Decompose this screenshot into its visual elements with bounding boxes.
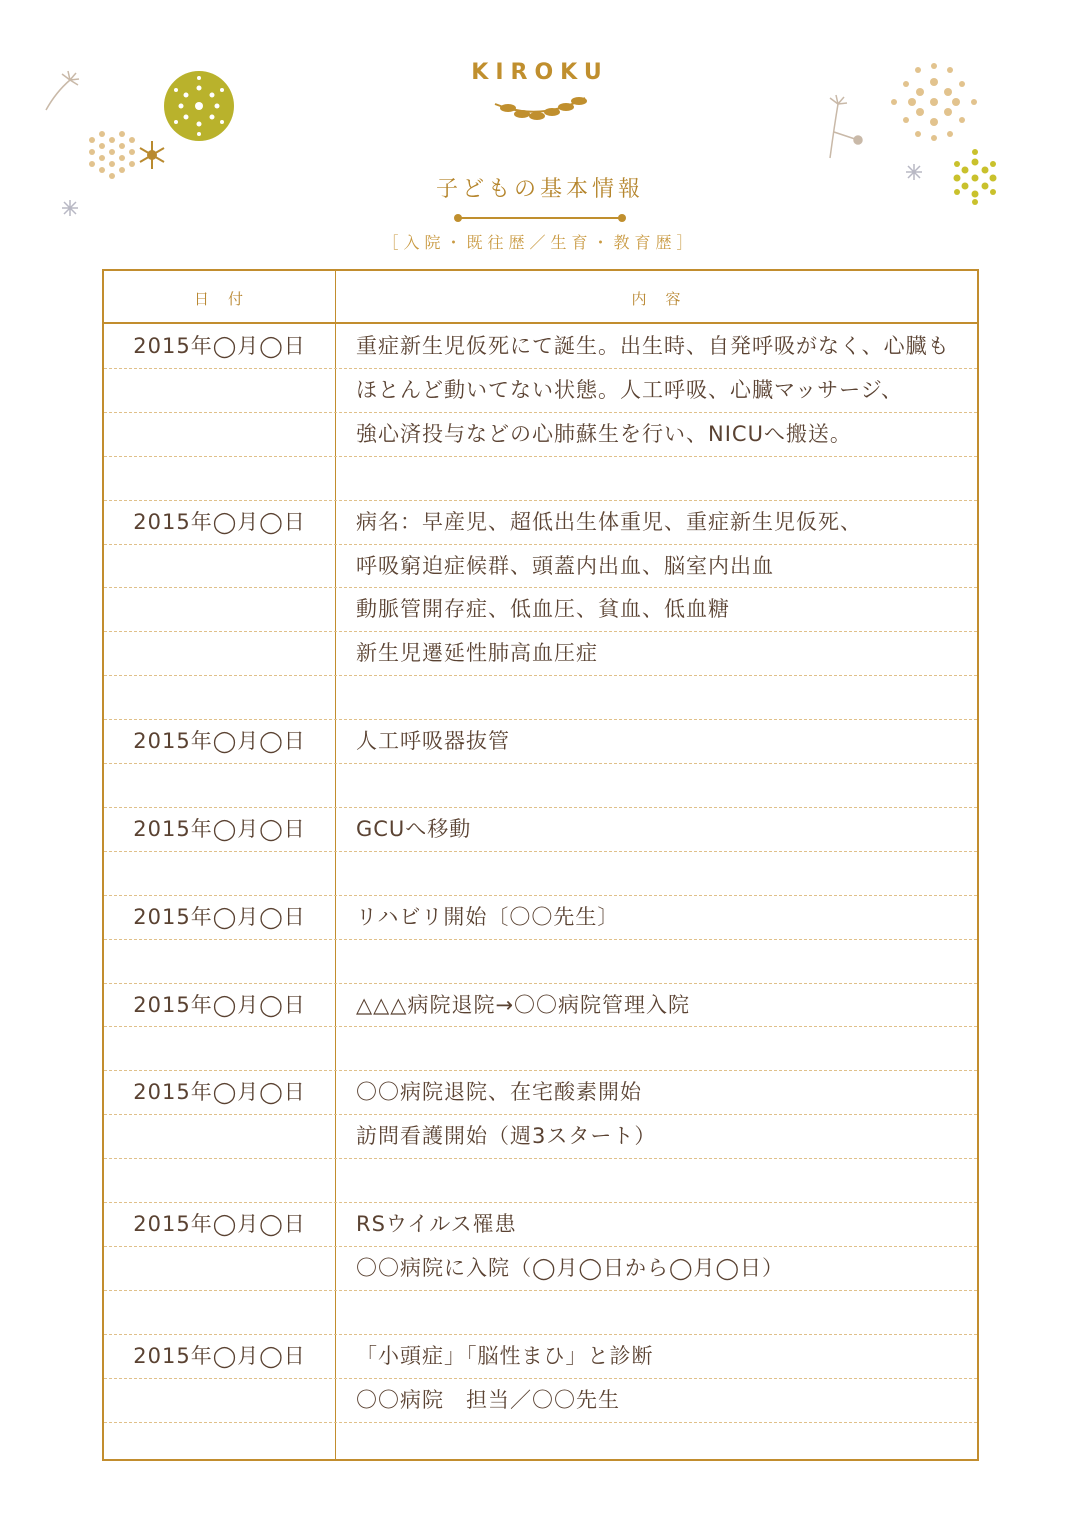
entry-text: リハビリ開始〔〇〇先生〕: [356, 904, 620, 929]
entry-text: 重症新生児仮死にて誕生。出生時、自発呼吸がなく、心臓も: [356, 334, 950, 358]
entry-date: 2015年◯月◯日: [133, 1343, 306, 1368]
row-rule: [104, 456, 977, 457]
row-rule: [104, 763, 977, 764]
row-rule: [104, 412, 977, 413]
row-rule: [104, 851, 977, 852]
row-rule: [104, 807, 977, 808]
brand-title: KIROKU: [471, 60, 609, 85]
entry-text: 人工呼吸器抜管: [356, 729, 510, 754]
row-rule: [104, 544, 977, 545]
row-rule: [104, 631, 977, 632]
entry-text: 〇〇病院 担当／〇〇先生: [356, 1387, 620, 1412]
row-rule: [104, 1158, 977, 1159]
row-rule: [104, 1246, 977, 1247]
entry-date: 2015年◯月◯日: [133, 992, 306, 1017]
row-rule: [104, 587, 977, 588]
title-underline-icon: [454, 214, 626, 222]
row-rule: [104, 895, 977, 896]
entry-date: 2015年◯月◯日: [133, 904, 306, 929]
page-subtitle: ［入院・既往歴／生育・教育歴］: [382, 233, 698, 252]
row-rule: [104, 719, 977, 720]
entry-text: 新生児遷延性肺高血圧症: [356, 641, 598, 666]
header-content: 内 容: [631, 290, 683, 308]
entry-date: 2015年◯月◯日: [133, 509, 306, 534]
row-rule: [104, 675, 977, 676]
row-rule: [104, 368, 977, 369]
entry-text: RSウイルス罹患: [356, 1212, 517, 1236]
entry-date: 2015年◯月◯日: [133, 816, 306, 841]
row-rule: [104, 1290, 977, 1291]
column-divider: [335, 271, 336, 1459]
entry-date: 2015年◯月◯日: [133, 334, 306, 358]
row-rule: [104, 1070, 977, 1071]
row-rule: [104, 1026, 977, 1027]
row-rule: [104, 1114, 977, 1115]
row-rule: [104, 939, 977, 940]
entry-text: 訪問看護開始（週3スタート）: [356, 1124, 657, 1149]
entry-date: 2015年◯月◯日: [133, 1080, 306, 1105]
row-rule: [104, 1202, 977, 1203]
entry-text: 呼吸窮迫症候群、頭蓋内出血、脳室内出血: [356, 553, 774, 578]
entry-date: 2015年◯月◯日: [133, 729, 306, 754]
entry-text: ほとんど動いてない状態。人工呼吸、心臓マッサージ、: [356, 377, 904, 402]
row-rule: [104, 1334, 977, 1335]
row-rule: [104, 1378, 977, 1379]
record-table: [102, 269, 979, 1461]
row-rule: [104, 500, 977, 501]
header-date: 日 付: [193, 290, 245, 308]
entry-text: 病名：早産児、超低出生体重児、重症新生児仮死、: [356, 509, 862, 534]
page-title: 子どもの基本情報: [435, 177, 644, 202]
entry-date: 2015年◯月◯日: [133, 1212, 306, 1236]
starburst-icon: [140, 141, 164, 169]
floral-decoration: [0, 0, 1080, 260]
table-header: [104, 271, 977, 324]
dandelion-icon: [830, 95, 862, 158]
entry-text: 〇〇病院退院、在宅酸素開始: [356, 1080, 642, 1105]
row-rule: [104, 983, 977, 984]
entry-text: GCUへ移動: [356, 816, 472, 841]
row-rule: [104, 1422, 977, 1423]
entry-text: 〇〇病院に入院（◯月◯日から◯月◯日）: [356, 1255, 785, 1280]
laurel-icon: [495, 98, 586, 119]
entry-text: 動脈管開存症、低血圧、貧血、低血糖: [356, 597, 730, 622]
entry-text: 強心済投与などの心肺蘇生を行い、NICUへ搬送。: [356, 421, 852, 446]
entry-text: △△△病院退院→〇〇病院管理入院: [356, 992, 691, 1017]
entry-text: 「小頭症」「脳性まひ」と診断: [356, 1343, 654, 1368]
